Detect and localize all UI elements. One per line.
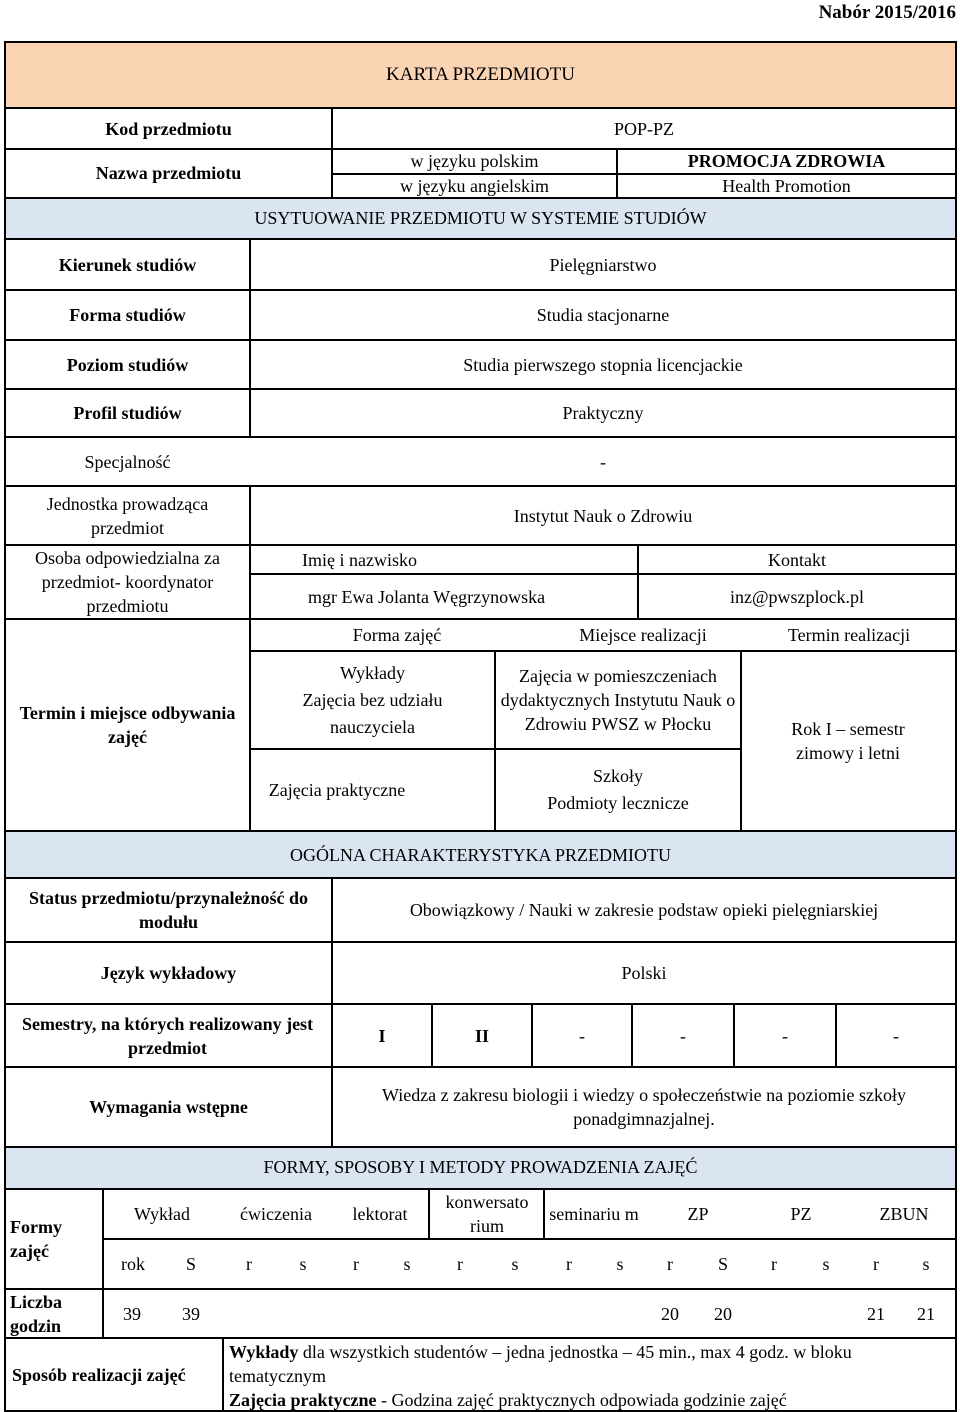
subheader-cell: s: [616, 1254, 624, 1274]
method-lectures-text: dla wszystkich studentów – jedna jednostka – 45 min., max 4 godz. w bloku tematycznym: [229, 1342, 852, 1386]
subheader-cell: r: [246, 1254, 252, 1274]
subheader-cell: s: [403, 1254, 411, 1274]
hours-cell: 39: [123, 1303, 141, 1324]
form-column-header: ZBUN: [879, 1204, 929, 1224]
language-label: Język wykładowy: [100, 963, 237, 983]
form-column-header: konwersato rium: [445, 1192, 529, 1236]
year-label: rok: [121, 1254, 145, 1274]
semester-cell: -: [680, 1025, 686, 1046]
study-level-value: Studia pierwszego stopnia licencjackie: [463, 354, 743, 375]
subheader-cell: r: [566, 1254, 572, 1274]
hours-label: Liczba godzin: [10, 1291, 62, 1336]
subheader-cell: s: [511, 1254, 519, 1274]
method-lectures-title: Wykłady: [229, 1342, 299, 1362]
subheader-cell: s: [822, 1254, 830, 1274]
subject-name-pl-label: w języku polskim: [410, 151, 539, 171]
class-form-lectures-line: Zajęcia bez udziału: [302, 689, 443, 710]
coordinator-email: inz@pwszplock.pl: [729, 586, 865, 607]
class-form-lectures-line: Wykłady: [340, 662, 405, 683]
field-of-study-value: Pielęgniarstwo: [549, 254, 657, 275]
form-column-header: ZP: [687, 1204, 709, 1224]
status-value: Obowiązkowy / Nauki w zakresie podstaw opieki pielęgniarskiej: [409, 900, 879, 920]
place-lectures: Zajęcia w pomieszczeniach dydaktycznych Instytutu Nauk o Zdrowiu PWSZ w Płocku: [500, 666, 736, 734]
hours-cell: 20: [661, 1303, 679, 1324]
subheader-cell: S: [717, 1254, 728, 1274]
place-practical-line: Podmioty lecznicze: [547, 793, 689, 813]
forms-heading: FORMY, SPOSOBY I METODY PROWADZENIA ZAJĘĆ: [263, 1157, 698, 1177]
form-column-header: Wykład: [134, 1204, 190, 1224]
subject-code-value: POP-PZ: [613, 119, 675, 139]
method-practical-title: Zajęcia praktyczne: [229, 1390, 377, 1410]
status-label: Status przedmiotu/przynależność do modułu: [29, 888, 308, 932]
semester-cell: -: [893, 1025, 899, 1046]
subject-name-pl-value: PROMOCJA ZDROWIA: [687, 151, 886, 171]
semester-cell: I: [378, 1025, 386, 1046]
form-column-header: lektorat: [352, 1204, 408, 1224]
coordinator-name-header: Imię i nazwisko: [302, 549, 417, 570]
study-profile-label: Profil studiów: [73, 403, 182, 423]
form-column-header: ćwiczenia: [240, 1204, 312, 1224]
form-column-header: seminariu m: [549, 1204, 639, 1224]
term-place-label: Termin i miejsce odbywania zajęć: [19, 703, 236, 747]
study-form-value: Studia stacjonarne: [536, 305, 670, 325]
coordinator-label: Osoba odpowiedzialna za przedmiot- koordynator przedmiotu: [35, 548, 220, 616]
subject-name-en-label: w języku angielskim: [400, 175, 549, 196]
subheader-cell: r: [457, 1254, 463, 1274]
place-practical-line: Szkoły: [592, 766, 643, 786]
subheader-cell: r: [873, 1254, 879, 1274]
general-heading: OGÓLNA CHARAKTERYSTYKA PRZEDMIOTU: [289, 845, 671, 865]
subheader-cell: s: [299, 1254, 307, 1274]
coordinator-name: mgr Ewa Jolanta Węgrzynowska: [308, 586, 546, 607]
requirements-value: Wiedza z zakresu biologii i wiedzy o społeczeństwie na poziomie szkoły ponadgimnazjalnej.: [381, 1085, 907, 1129]
coordinator-contact-header: Kontakt: [768, 549, 826, 570]
time-value: Rok I – semestr zimowy i letni: [791, 719, 905, 763]
subject-name-en-value: Health Promotion: [722, 175, 851, 196]
study-level-label: Poziom studiów: [66, 354, 189, 375]
subheader-cell: r: [353, 1254, 359, 1274]
semesters-label: Semestry, na których realizowany jest przedmiot: [21, 1013, 314, 1058]
place-practical: [496, 750, 740, 830]
hours-cell: 21: [867, 1303, 885, 1324]
class-form-lectures-line: nauczyciela: [330, 716, 415, 737]
specialty-label: Specjalność: [84, 451, 171, 472]
language-value: Polski: [621, 963, 667, 983]
subheader-cell: r: [771, 1254, 777, 1274]
study-profile-value: Praktyczny: [562, 403, 644, 423]
subheader-cell: r: [667, 1254, 673, 1274]
semester-cell: II: [474, 1025, 489, 1046]
time-header: Termin realizacji: [787, 625, 911, 645]
recruitment-year: Nabór 2015/2016: [818, 2, 956, 23]
subject-code-label: Kod przedmiotu: [105, 119, 232, 139]
unit-label: Jednostka prowadząca przedmiot: [46, 493, 209, 538]
semester-cell: -: [579, 1025, 585, 1046]
field-of-study-label: Kierunek studiów: [58, 254, 197, 275]
unit-value: Instytut Nauk o Zdrowiu: [513, 505, 693, 526]
hours-cell: 39: [182, 1303, 200, 1324]
forms-label: Formy zajęć: [10, 1217, 62, 1261]
study-form-label: Forma studiów: [69, 305, 186, 325]
placement-heading: USYTUOWANIE PRZEDMIOTU W SYSTEMIE STUDIÓW: [254, 208, 707, 228]
method-description: [229, 1340, 951, 1412]
subheader-cell: S: [185, 1254, 196, 1274]
class-form-practical: Zajęcia praktyczne: [268, 780, 406, 800]
hours-cell: 20: [714, 1303, 732, 1324]
semester-cell: -: [782, 1025, 788, 1046]
class-form-header: Forma zajęć: [352, 625, 442, 645]
subheader-cell: s: [922, 1254, 930, 1274]
method-practical-text: - Godzina zajęć praktycznych odpowiada godzinie zajęć: [376, 1390, 787, 1410]
hours-cell: 21: [917, 1303, 935, 1324]
method-label: Sposób realizacji zajęć: [12, 1365, 186, 1385]
card-title: KARTA PRZEDMIOTU: [386, 64, 575, 85]
class-form-lectures: [251, 652, 494, 748]
specialty-value: -: [600, 451, 606, 472]
requirements-label: Wymagania wstępne: [89, 1097, 248, 1117]
subject-name-label: Nazwa przedmiotu: [95, 163, 242, 183]
form-column-header: PZ: [790, 1204, 812, 1224]
place-header: Miejsce realizacji: [579, 625, 707, 645]
